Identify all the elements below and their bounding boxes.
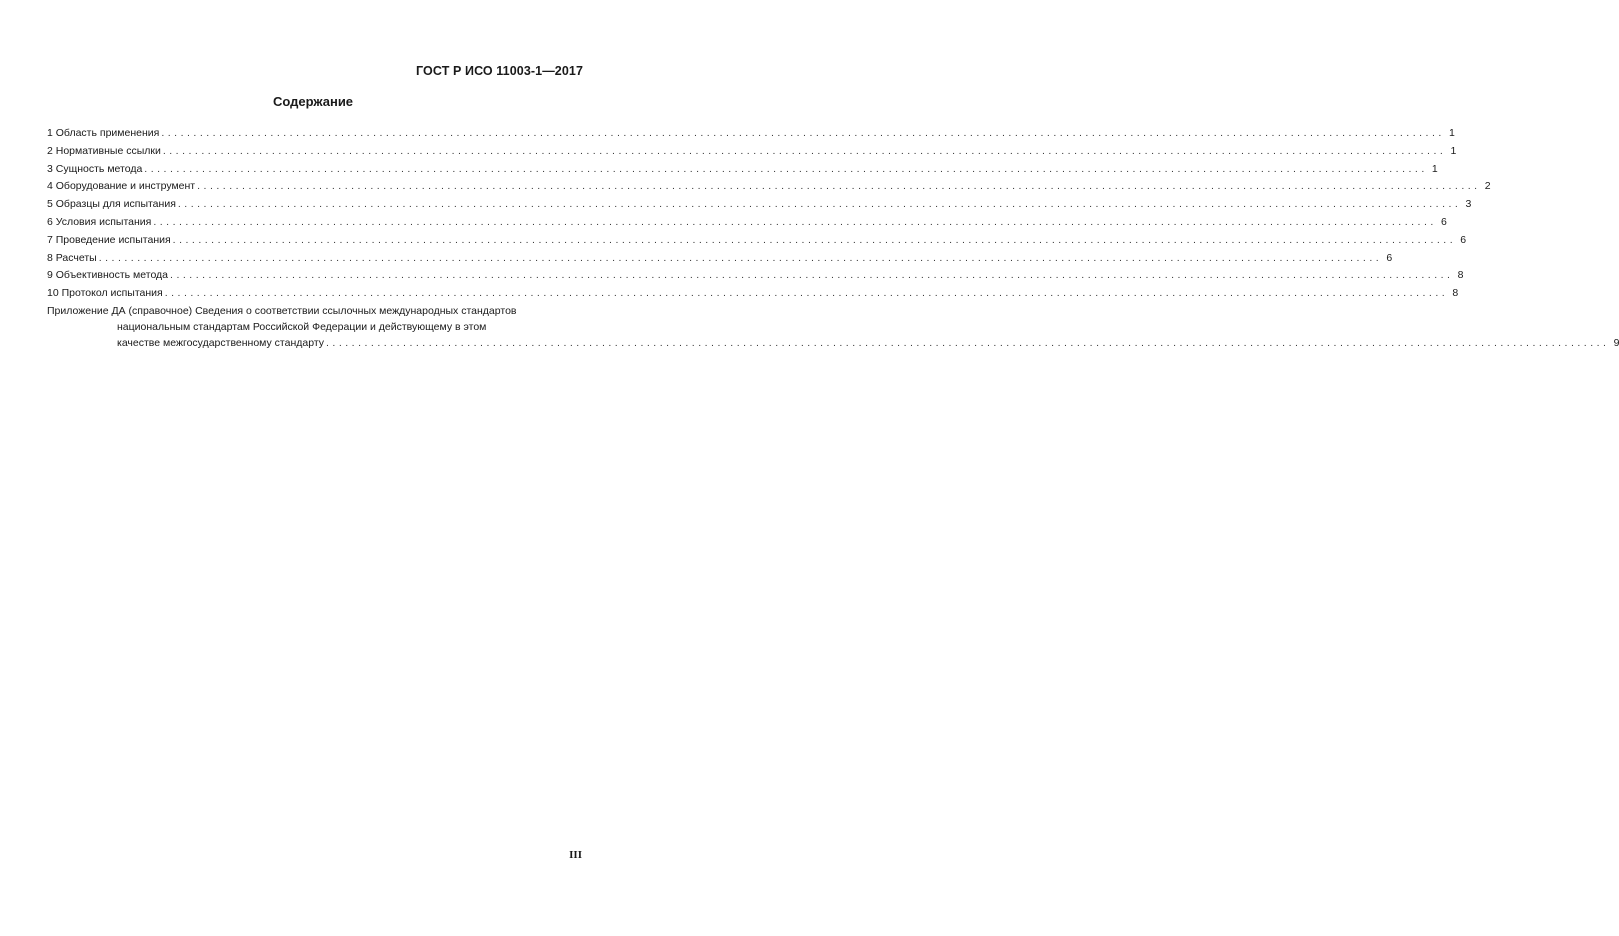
dot-leader: ........................................................................................................................................................................................................	[326, 336, 1610, 349]
toc-entry-label: 6 Условия испытания	[47, 215, 152, 228]
toc-entry[interactable]	[47, 285, 1459, 303]
appendix-page-number: 9	[1613, 336, 1619, 349]
toc-title: Содержание	[272, 94, 354, 109]
toc-entry[interactable]	[47, 267, 1464, 285]
toc-entry[interactable]	[47, 178, 1491, 196]
toc-entry-page-number: 6	[1460, 233, 1467, 246]
page-number: III	[569, 849, 582, 861]
appendix-line-1: Приложение ДА (справочное) Сведения о соответствии ссылочных международных стандартов	[47, 304, 517, 317]
table-of-contents	[47, 125, 1619, 351]
toc-entry-label: 2 Нормативные ссылки	[47, 144, 161, 157]
dot-leader: ........................................................................................................................................................................................................	[98, 251, 1383, 264]
dot-leader: ........................................................................................................................................................................................................	[153, 215, 1437, 228]
toc-entry-page-number: 1	[1431, 162, 1438, 175]
toc-entry[interactable]	[47, 196, 1472, 214]
toc-items	[47, 125, 1491, 303]
dot-leader: ........................................................................................................................................................................................................	[172, 233, 1457, 246]
toc-entry-page-number: 2	[1484, 180, 1491, 193]
toc-entry[interactable]	[47, 250, 1393, 268]
toc-entry[interactable]	[47, 125, 1455, 143]
toc-entry-page-number: 1	[1448, 127, 1455, 139]
toc-entry[interactable]	[47, 214, 1447, 232]
appendix-last-row	[47, 335, 1619, 351]
dot-leader: ........................................................................................................................................................................................................	[144, 162, 1428, 175]
toc-entry[interactable]	[47, 143, 1457, 161]
toc-entry-label: 9 Объективность метода	[47, 269, 169, 282]
dot-leader: ........................................................................................................................................................................................................	[177, 198, 1462, 211]
toc-entry-label: 1 Область применения	[47, 127, 160, 139]
toc-entry-label: 7 Проведение испытания	[47, 233, 171, 246]
toc-entry-label: 10 Протокол испытания	[47, 287, 163, 300]
toc-entry-label: 4 Оборудование и инструмент	[47, 180, 196, 193]
toc-entry[interactable]	[47, 161, 1438, 179]
toc-entry-label: 5 Образцы для испытания	[47, 198, 176, 211]
appendix-line-2: национальным стандартам Российской Федерации и действующему в этом	[117, 320, 487, 333]
toc-entry-label: 3 Сущность метода	[47, 162, 143, 175]
dot-leader: ........................................................................................................................................................................................................	[164, 287, 1449, 300]
toc-entry[interactable]	[47, 232, 1467, 250]
appendix-line-3: качестве межгосударственному стандарту	[117, 336, 325, 349]
dot-leader: ........................................................................................................................................................................................................	[162, 144, 1447, 157]
toc-entry-page-number: 6	[1386, 251, 1393, 264]
dot-leader: ........................................................................................................................................................................................................	[170, 269, 1454, 282]
toc-entry-page-number: 8	[1452, 287, 1459, 300]
toc-entry-label: 8 Расчеты	[47, 251, 97, 264]
document-code: ГОСТ Р ИСО 11003-1—2017	[416, 64, 583, 78]
toc-entry-page-number: 8	[1457, 269, 1464, 282]
toc-appendix-entry[interactable]	[47, 303, 1619, 351]
toc-entry-page-number: 6	[1440, 215, 1447, 228]
dot-leader: ........................................................................................................................................................................................................	[161, 127, 1445, 139]
toc-entry-page-number: 1	[1450, 144, 1457, 157]
dot-leader: ........................................................................................................................................................................................................	[197, 180, 1481, 193]
toc-entry-page-number: 3	[1465, 198, 1472, 211]
